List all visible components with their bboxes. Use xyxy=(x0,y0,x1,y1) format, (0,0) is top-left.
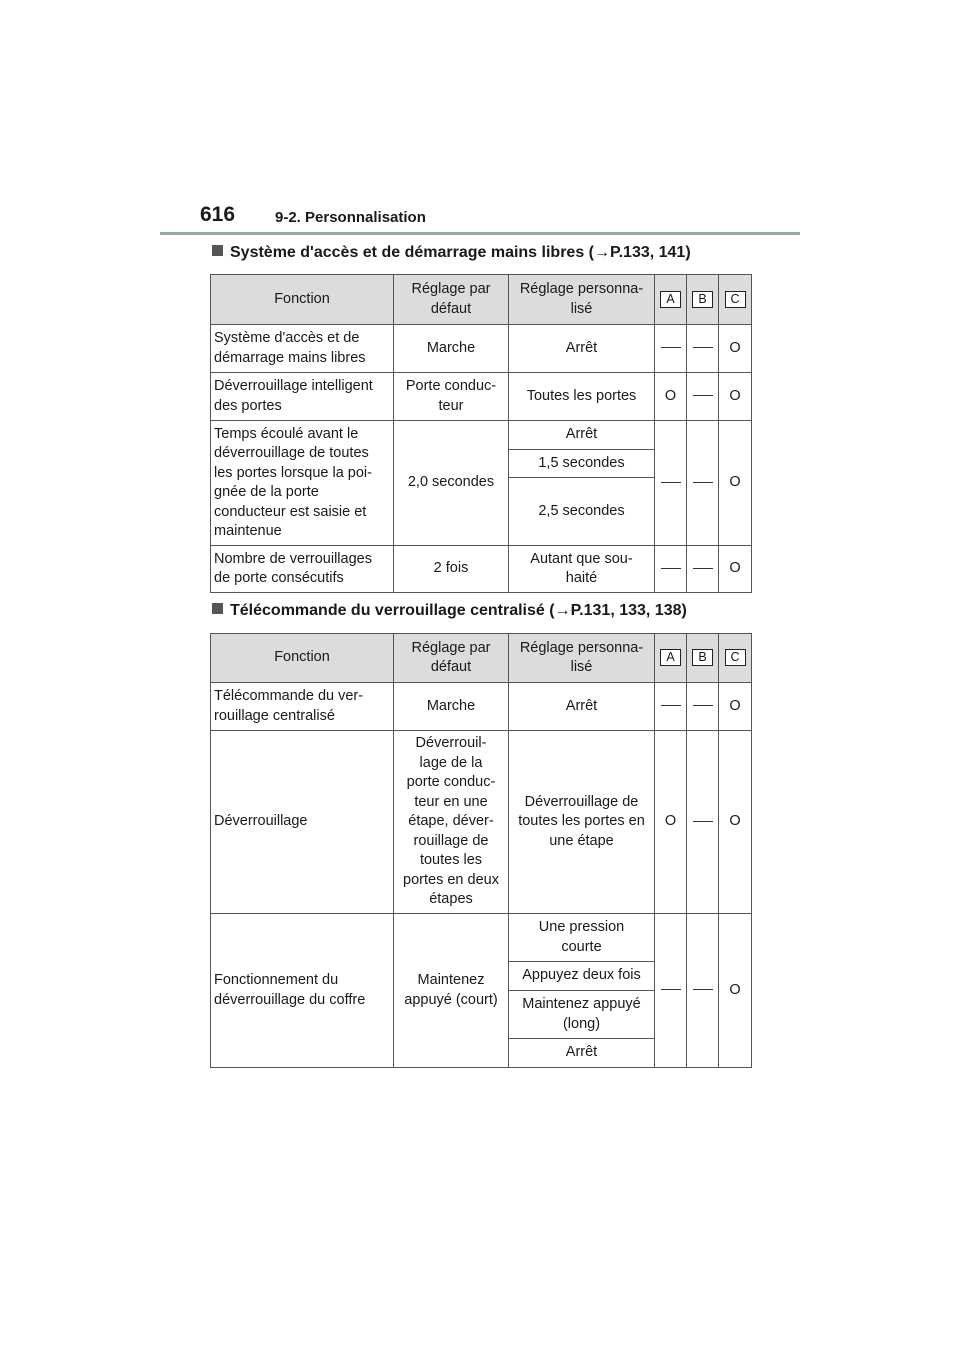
column-header-b xyxy=(687,275,719,325)
column-header-default: Réglage par défaut xyxy=(394,634,509,683)
function-cell: Système d'accès et de démarrage mains libres xyxy=(211,325,394,373)
default-cell: Porte conduc- teur xyxy=(394,373,509,421)
b-cell xyxy=(687,373,719,421)
table-row xyxy=(211,325,752,373)
column-header-c xyxy=(719,275,752,325)
c-cell: O xyxy=(719,325,752,373)
column-header-b xyxy=(687,634,719,683)
dash-icon xyxy=(661,568,681,569)
badge-c-icon: C xyxy=(725,649,746,666)
function-cell: Nombre de verrouillages de porte consécutifs xyxy=(211,546,394,593)
default-cell: Déverrouil- lage de la porte conduc- teur en une étape, déver- rouillage de toutes les portes en deux étapes xyxy=(394,731,509,914)
heading-remote-central-locking: Télécommande du verrouillage centralisé (→P.131, 133, 138) xyxy=(212,602,687,620)
c-cell: O xyxy=(719,546,752,593)
settings-table-hands-free xyxy=(210,274,752,593)
custom-cell: 1,5 secondes xyxy=(509,450,655,478)
heading-hands-free-system: Système d'accès et de démarrage mains libres (→P.133, 141) xyxy=(212,244,691,262)
custom-cell: Appuyez deux fois xyxy=(509,962,655,991)
table-row xyxy=(211,373,752,421)
column-header-custom: Réglage personna- lisé xyxy=(509,634,655,683)
square-bullet-icon xyxy=(212,245,223,256)
page-reference-link[interactable]: P.131, 133, 138) xyxy=(570,602,687,619)
settings-table-remote-locking xyxy=(210,633,752,1068)
table-row xyxy=(211,731,752,914)
dash-icon xyxy=(693,821,713,822)
column-header-c xyxy=(719,634,752,683)
table-row xyxy=(211,546,752,593)
column-header-default: Réglage par défaut xyxy=(394,275,509,325)
table-row xyxy=(211,914,752,962)
column-header-a xyxy=(655,275,687,325)
dash-icon xyxy=(693,705,713,706)
table-row xyxy=(211,421,752,450)
b-cell xyxy=(687,683,719,731)
custom-cell: Arrêt xyxy=(509,683,655,731)
default-cell: Marche xyxy=(394,325,509,373)
table-row xyxy=(211,683,752,731)
custom-cell: 2,5 secondes xyxy=(509,478,655,546)
badge-b-icon: B xyxy=(692,649,713,666)
default-cell: Maintenez appuyé (court) xyxy=(394,914,509,1068)
dash-icon xyxy=(661,347,681,348)
custom-cell: Une pression courte xyxy=(509,914,655,962)
dash-icon xyxy=(693,395,713,396)
function-cell: Déverrouillage xyxy=(211,731,394,914)
dash-icon xyxy=(661,705,681,706)
table-header-row xyxy=(211,275,752,325)
default-cell: Marche xyxy=(394,683,509,731)
badge-c-icon: C xyxy=(725,291,746,308)
dash-icon xyxy=(693,989,713,990)
custom-cell: Déverrouillage de toutes les portes en une étape xyxy=(509,731,655,914)
custom-cell: Arrêt xyxy=(509,421,655,450)
c-cell: O xyxy=(719,373,752,421)
dash-icon xyxy=(693,347,713,348)
arrow-right-icon: → xyxy=(554,602,571,619)
table-header-row xyxy=(211,634,752,683)
column-header-custom: Réglage personna- lisé xyxy=(509,275,655,325)
page-number: 616 xyxy=(200,203,236,226)
b-cell xyxy=(687,731,719,914)
custom-cell: Maintenez appuyé (long) xyxy=(509,991,655,1039)
function-cell: Télécommande du ver- rouillage centralisé xyxy=(211,683,394,731)
default-cell: 2,0 secondes xyxy=(394,421,509,546)
function-cell: Temps écoulé avant le déverrouillage de toutes les portes lorsque la poi- gnée de la porte conducteur est saisie et maintenue xyxy=(211,421,394,546)
header-rule xyxy=(160,232,800,235)
function-cell: Déverrouillage intelligent des portes xyxy=(211,373,394,421)
b-cell xyxy=(687,914,719,1068)
b-cell xyxy=(687,325,719,373)
a-cell: O xyxy=(655,731,687,914)
default-cell: 2 fois xyxy=(394,546,509,593)
custom-cell: Autant que sou- haité xyxy=(509,546,655,593)
dash-icon xyxy=(661,989,681,990)
badge-b-icon: B xyxy=(692,291,713,308)
a-cell xyxy=(655,421,687,546)
c-cell: O xyxy=(719,421,752,546)
a-cell xyxy=(655,914,687,1068)
column-header-a xyxy=(655,634,687,683)
c-cell: O xyxy=(719,683,752,731)
page-reference-link[interactable]: P.133, 141) xyxy=(609,244,691,261)
custom-cell: Arrêt xyxy=(509,1039,655,1068)
dash-icon xyxy=(693,568,713,569)
dash-icon xyxy=(661,482,681,483)
a-cell xyxy=(655,546,687,593)
c-cell: O xyxy=(719,914,752,1068)
custom-cell: Arrêt xyxy=(509,325,655,373)
custom-cell: Toutes les portes xyxy=(509,373,655,421)
function-cell: Fonctionnement du déverrouillage du coffre xyxy=(211,914,394,1068)
b-cell xyxy=(687,421,719,546)
a-cell xyxy=(655,325,687,373)
section-title: 9-2. Personnalisation xyxy=(275,209,426,226)
arrow-right-icon: → xyxy=(593,244,610,261)
dash-icon xyxy=(693,482,713,483)
square-bullet-icon xyxy=(212,603,223,614)
column-header-function: Fonction xyxy=(211,634,394,683)
column-header-function: Fonction xyxy=(211,275,394,325)
badge-a-icon: A xyxy=(660,291,681,308)
c-cell: O xyxy=(719,731,752,914)
a-cell: O xyxy=(655,373,687,421)
badge-a-icon: A xyxy=(660,649,681,666)
b-cell xyxy=(687,546,719,593)
a-cell xyxy=(655,683,687,731)
